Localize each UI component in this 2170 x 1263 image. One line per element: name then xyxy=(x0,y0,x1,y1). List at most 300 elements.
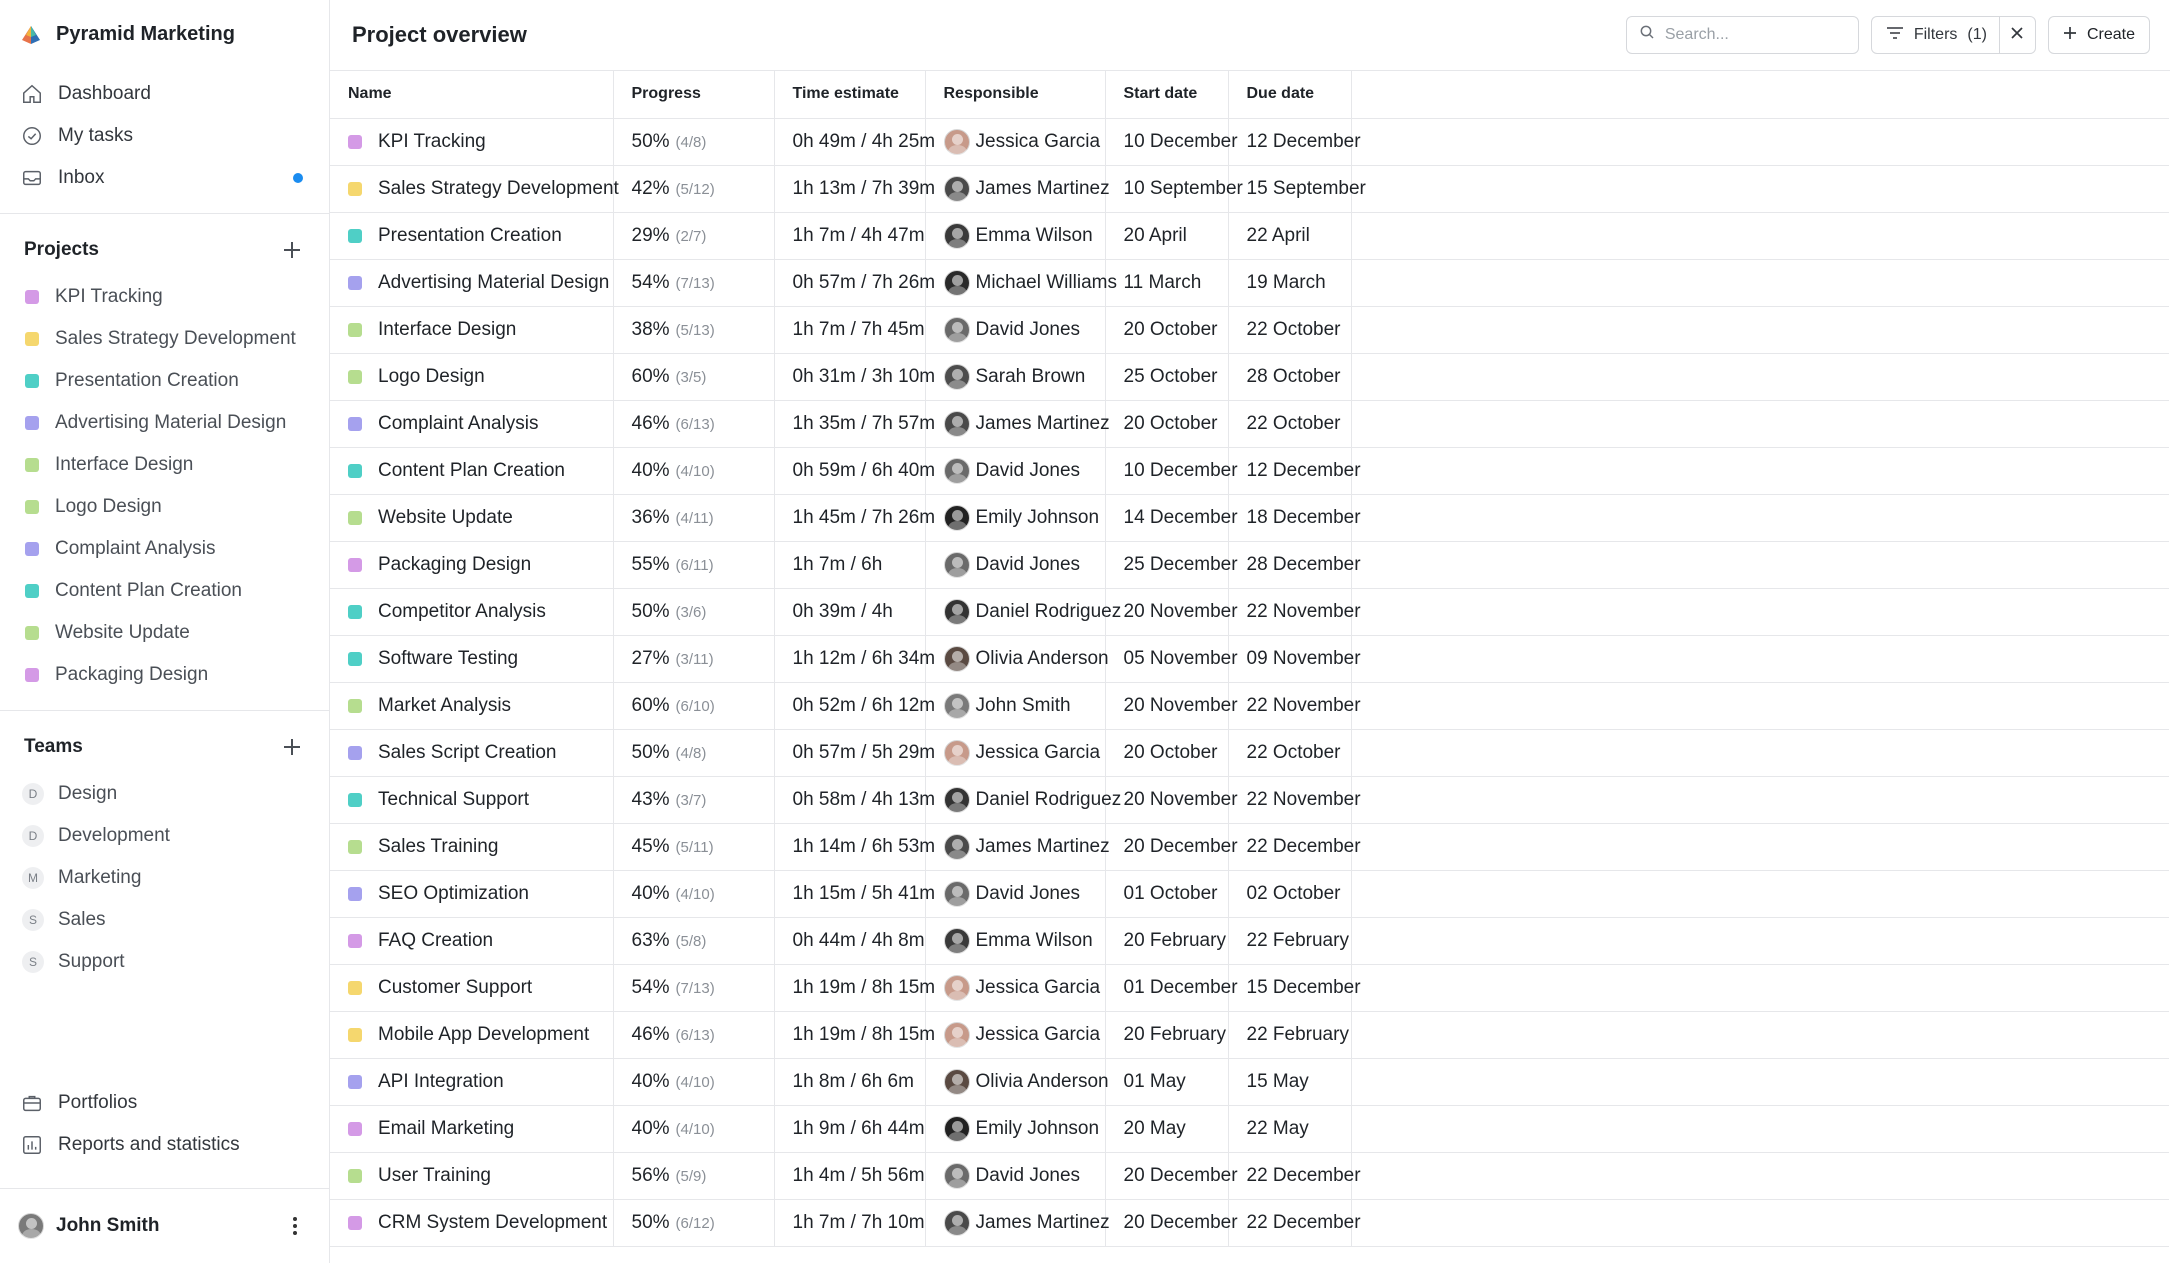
cell-name xyxy=(330,212,613,259)
project-name[interactable]: Email Marketing xyxy=(378,1117,515,1139)
cell-progress xyxy=(613,494,774,541)
cell-responsible xyxy=(925,776,1122,823)
bar-chart-icon xyxy=(20,1133,44,1157)
cell-time-estimate: 0h 57m / 5h 29m xyxy=(774,729,925,776)
avatar xyxy=(944,505,970,531)
team-label: Sales xyxy=(58,909,106,930)
progress-percent: 38% xyxy=(631,318,670,340)
responsible-name: Michael Williams xyxy=(975,271,1117,293)
project-color-swatch xyxy=(348,746,362,760)
cell-progress xyxy=(613,165,774,212)
search-icon xyxy=(1639,24,1655,46)
cell-due-date: 15 May xyxy=(1228,1058,1351,1105)
project-color-swatch xyxy=(348,370,362,384)
filters-button[interactable] xyxy=(1872,17,1999,53)
cell-name xyxy=(330,1152,613,1199)
table-row[interactable] xyxy=(330,1152,2169,1199)
cell-time-estimate: 1h 8m / 6h 6m xyxy=(774,1058,925,1105)
column-header-name[interactable]: Name xyxy=(330,71,613,118)
progress-percent: 29% xyxy=(631,224,670,246)
project-name[interactable]: Presentation Creation xyxy=(378,224,562,246)
cell-time-estimate: 1h 12m / 6h 34m xyxy=(774,635,925,682)
table-row[interactable] xyxy=(330,494,2169,541)
cell-start-date: 14 December xyxy=(1105,494,1228,541)
cell-due-date: 02 October xyxy=(1228,870,1351,917)
cell-responsible xyxy=(925,400,1110,447)
avatar xyxy=(18,1213,44,1239)
cell-start-date: 10 December xyxy=(1105,447,1228,494)
cell-start-date: 01 May xyxy=(1105,1058,1228,1105)
cell-due-date: 22 December xyxy=(1228,1199,1351,1246)
project-color-swatch xyxy=(348,887,362,901)
cell-responsible xyxy=(925,588,1122,635)
cell-responsible xyxy=(925,165,1110,212)
cell-progress xyxy=(613,729,774,776)
search-input[interactable] xyxy=(1665,26,1845,44)
table-row[interactable] xyxy=(330,1199,2169,1246)
project-name[interactable]: CRM System Development xyxy=(378,1211,608,1233)
cell-time-estimate: 0h 52m / 6h 12m xyxy=(774,682,925,729)
responsible-name: Emily Johnson xyxy=(975,1117,1100,1139)
progress-fraction: (4/8) xyxy=(675,744,707,762)
cell-progress xyxy=(613,823,774,870)
cell-progress xyxy=(613,1199,774,1246)
search-box[interactable] xyxy=(1626,16,1859,54)
table-row[interactable] xyxy=(330,165,2169,212)
cell-name xyxy=(330,823,613,870)
cell-empty xyxy=(1351,870,2169,917)
table-row[interactable] xyxy=(330,447,2169,494)
responsible-name: David Jones xyxy=(975,318,1081,340)
user-profile[interactable] xyxy=(18,1213,159,1239)
cell-progress xyxy=(613,259,774,306)
project-name[interactable]: Competitor Analysis xyxy=(378,600,546,622)
cell-time-estimate: 1h 7m / 7h 10m xyxy=(774,1199,925,1246)
column-header-progress[interactable]: Progress xyxy=(613,71,774,118)
avatar xyxy=(944,646,970,672)
cell-due-date: 28 October xyxy=(1228,353,1351,400)
cell-name xyxy=(330,1058,613,1105)
cell-responsible xyxy=(925,494,1105,541)
plus-icon xyxy=(2063,26,2077,45)
project-list xyxy=(0,276,329,696)
cell-start-date: 25 October xyxy=(1105,353,1228,400)
table-row[interactable] xyxy=(330,259,2169,306)
avatar xyxy=(944,1069,970,1095)
table-row[interactable] xyxy=(330,682,2169,729)
cell-start-date: 20 December xyxy=(1105,1199,1228,1246)
cell-responsible xyxy=(925,118,1105,165)
avatar xyxy=(944,599,970,625)
responsible-name: Olivia Anderson xyxy=(975,1070,1109,1092)
responsible-name: Sarah Brown xyxy=(975,365,1086,387)
sidebar-team-item[interactable] xyxy=(0,773,329,815)
table-row[interactable] xyxy=(330,870,2169,917)
project-color-swatch xyxy=(348,558,362,572)
cell-due-date: 22 December xyxy=(1228,1152,1351,1199)
project-color-swatch xyxy=(348,417,362,431)
avatar xyxy=(944,317,970,343)
table-row[interactable] xyxy=(330,776,2169,823)
cell-time-estimate: 1h 15m / 5h 41m xyxy=(774,870,925,917)
more-options-icon[interactable] xyxy=(287,1215,303,1237)
top-bar xyxy=(330,0,2170,71)
cell-due-date: 22 November xyxy=(1228,588,1351,635)
column-header-empty xyxy=(1351,71,2169,118)
avatar xyxy=(944,176,970,202)
sidebar-project-item[interactable] xyxy=(0,570,329,612)
responsible-name: James Martinez xyxy=(975,835,1110,857)
sidebar-project-item[interactable] xyxy=(0,276,329,318)
responsible-name: Daniel Rodriguez xyxy=(975,788,1122,810)
table-row[interactable] xyxy=(330,588,2169,635)
project-color-swatch xyxy=(348,793,362,807)
progress-fraction: (5/9) xyxy=(675,1167,707,1185)
cell-due-date: 22 October xyxy=(1228,306,1351,353)
cell-time-estimate: 1h 14m / 6h 53m xyxy=(774,823,925,870)
progress-percent: 42% xyxy=(631,177,670,199)
cell-time-estimate: 0h 31m / 3h 10m xyxy=(774,353,925,400)
projects-table xyxy=(330,71,2169,1247)
column-header-start-date[interactable]: Start date xyxy=(1105,71,1228,118)
cell-start-date: 20 December xyxy=(1105,1152,1228,1199)
progress-percent: 27% xyxy=(631,647,670,669)
cell-progress xyxy=(613,400,774,447)
table-row[interactable] xyxy=(330,1011,2169,1058)
project-name[interactable]: Packaging Design xyxy=(378,553,532,575)
progress-percent: 60% xyxy=(631,694,670,716)
cell-progress xyxy=(613,212,774,259)
add-project-button[interactable] xyxy=(281,239,303,261)
cell-name xyxy=(330,588,613,635)
project-name[interactable]: Software Testing xyxy=(378,647,519,669)
progress-percent: 54% xyxy=(631,976,670,998)
cell-time-estimate: 1h 13m / 7h 39m xyxy=(774,165,925,212)
nav-item-label: Inbox xyxy=(58,167,105,188)
table-row[interactable] xyxy=(330,212,2169,259)
create-button[interactable] xyxy=(2048,16,2150,54)
cell-due-date: 12 December xyxy=(1228,447,1351,494)
project-color-swatch xyxy=(348,934,362,948)
project-name[interactable]: Sales Script Creation xyxy=(378,741,557,763)
project-color-swatch xyxy=(348,1075,362,1089)
project-label: Packaging Design xyxy=(55,664,209,685)
team-label: Design xyxy=(58,783,118,804)
cell-name xyxy=(330,353,613,400)
project-name[interactable]: Logo Design xyxy=(378,365,485,387)
progress-percent: 55% xyxy=(631,553,670,575)
cell-progress xyxy=(613,917,774,964)
check-circle-icon xyxy=(20,124,44,148)
nav-item-label: Reports and statistics xyxy=(58,1134,240,1155)
cell-name xyxy=(330,494,613,541)
project-name[interactable]: Sales Strategy Development xyxy=(378,177,619,199)
column-header-responsible[interactable]: Responsible xyxy=(925,71,1105,118)
table-row[interactable] xyxy=(330,118,2169,165)
cell-due-date: 22 May xyxy=(1228,1105,1351,1152)
table-row[interactable] xyxy=(330,1058,2169,1105)
cell-empty xyxy=(1351,306,2169,353)
team-badge: S xyxy=(22,951,44,973)
cell-empty xyxy=(1351,447,2169,494)
cell-responsible xyxy=(925,1105,1105,1152)
project-name[interactable]: Technical Support xyxy=(378,788,530,810)
cell-empty xyxy=(1351,1199,2169,1246)
progress-percent: 36% xyxy=(631,506,670,528)
project-name[interactable]: Advertising Material Design xyxy=(378,271,610,293)
cell-progress xyxy=(613,776,774,823)
table-row[interactable] xyxy=(330,1105,2169,1152)
project-label: Presentation Creation xyxy=(55,370,239,391)
cell-due-date: 22 April xyxy=(1228,212,1351,259)
project-name[interactable]: Website Update xyxy=(378,506,513,528)
project-name[interactable]: Complaint Analysis xyxy=(378,412,539,434)
nav-item-label: My tasks xyxy=(58,125,133,146)
project-name[interactable]: SEO Optimization xyxy=(378,882,529,904)
avatar xyxy=(944,928,970,954)
table-row[interactable] xyxy=(330,400,2169,447)
project-name[interactable]: KPI Tracking xyxy=(378,130,486,152)
project-name[interactable]: Market Analysis xyxy=(378,694,512,716)
project-color-swatch xyxy=(25,542,39,556)
cell-progress xyxy=(613,118,774,165)
table-row[interactable] xyxy=(330,729,2169,776)
cell-responsible xyxy=(925,682,1105,729)
project-color-swatch xyxy=(348,229,362,243)
cell-start-date: 20 May xyxy=(1105,1105,1228,1152)
nav-item-inbox[interactable] xyxy=(0,157,329,199)
responsible-name: Jessica Garcia xyxy=(975,130,1101,152)
cell-time-estimate: 0h 59m / 6h 40m xyxy=(774,447,925,494)
table-row[interactable] xyxy=(330,823,2169,870)
progress-percent: 40% xyxy=(631,1117,670,1139)
cell-start-date: 11 March xyxy=(1105,259,1228,306)
sidebar-project-item[interactable] xyxy=(0,444,329,486)
table-row[interactable] xyxy=(330,306,2169,353)
responsible-name: James Martinez xyxy=(975,177,1110,199)
sidebar-project-item[interactable] xyxy=(0,528,329,570)
avatar xyxy=(944,975,970,1001)
sidebar-team-item[interactable] xyxy=(0,899,329,941)
main-nav xyxy=(0,69,329,214)
project-color-swatch xyxy=(25,416,39,430)
cell-empty xyxy=(1351,729,2169,776)
avatar xyxy=(944,270,970,296)
sidebar-team-item[interactable] xyxy=(0,815,329,857)
cell-name xyxy=(330,1011,613,1058)
cell-responsible xyxy=(925,541,1105,588)
project-color-swatch xyxy=(348,1216,362,1230)
project-label: Website Update xyxy=(55,622,190,643)
cell-empty xyxy=(1351,353,2169,400)
cell-time-estimate: 1h 19m / 8h 15m xyxy=(774,1011,925,1058)
avatar xyxy=(944,693,970,719)
table-row[interactable] xyxy=(330,964,2169,1011)
add-team-button[interactable] xyxy=(281,736,303,758)
responsible-name: David Jones xyxy=(975,882,1081,904)
progress-percent: 50% xyxy=(631,130,670,152)
avatar xyxy=(944,1022,970,1048)
responsible-name: David Jones xyxy=(975,1164,1081,1186)
project-name[interactable]: Mobile App Development xyxy=(378,1023,590,1045)
progress-fraction: (4/8) xyxy=(675,133,707,151)
column-header-time-estimate[interactable]: Time estimate xyxy=(774,71,925,118)
project-color-swatch xyxy=(25,458,39,472)
responsible-name: John Smith xyxy=(975,694,1071,716)
sidebar-project-item[interactable] xyxy=(0,486,329,528)
cell-time-estimate: 0h 44m / 4h 8m xyxy=(774,917,925,964)
cell-progress xyxy=(613,447,774,494)
project-color-swatch xyxy=(348,981,362,995)
cell-empty xyxy=(1351,823,2169,870)
project-name[interactable]: API Integration xyxy=(378,1070,504,1092)
avatar xyxy=(944,881,970,907)
nav-item-dashboard[interactable] xyxy=(0,73,329,115)
avatar xyxy=(944,129,970,155)
team-badge: S xyxy=(22,909,44,931)
column-header-due-date[interactable]: Due date xyxy=(1228,71,1351,118)
cell-start-date: 20 October xyxy=(1105,400,1228,447)
table-row[interactable] xyxy=(330,353,2169,400)
avatar xyxy=(944,552,970,578)
cell-start-date: 20 October xyxy=(1105,729,1228,776)
top-actions xyxy=(1626,16,2150,54)
cell-progress xyxy=(613,541,774,588)
project-name[interactable]: Sales Training xyxy=(378,835,499,857)
project-label: KPI Tracking xyxy=(55,286,163,307)
page-title: Project overview xyxy=(352,22,527,47)
avatar xyxy=(944,411,970,437)
sidebar-team-item[interactable] xyxy=(0,857,329,899)
cell-name xyxy=(330,118,613,165)
responsible-name: Daniel Rodriguez xyxy=(975,600,1122,622)
projects-section xyxy=(0,214,329,711)
cell-responsible xyxy=(925,447,1105,494)
progress-percent: 50% xyxy=(631,741,670,763)
unread-indicator xyxy=(293,173,303,183)
cell-responsible xyxy=(925,964,1105,1011)
progress-fraction: (6/10) xyxy=(675,697,715,715)
progress-fraction: (4/10) xyxy=(675,885,715,903)
nav-item-my-tasks[interactable] xyxy=(0,115,329,157)
nav-item-reports[interactable] xyxy=(0,1124,329,1166)
nav-item-portfolios[interactable] xyxy=(0,1082,329,1124)
project-color-swatch xyxy=(348,464,362,478)
team-label: Marketing xyxy=(58,867,142,888)
nav-item-label: Portfolios xyxy=(58,1092,138,1113)
cell-time-estimate: 1h 7m / 7h 45m xyxy=(774,306,925,353)
cell-due-date: 18 December xyxy=(1228,494,1351,541)
project-color-swatch xyxy=(348,182,362,196)
progress-fraction: (5/13) xyxy=(675,321,715,339)
progress-percent: 45% xyxy=(631,835,670,857)
cell-start-date: 20 November xyxy=(1105,588,1228,635)
brand[interactable] xyxy=(0,0,329,69)
cell-responsible xyxy=(925,212,1105,259)
team-list xyxy=(0,773,329,983)
cell-responsible xyxy=(925,1152,1105,1199)
project-name[interactable]: Interface Design xyxy=(378,318,517,340)
cell-due-date: 22 February xyxy=(1228,917,1351,964)
project-name[interactable]: Content Plan Creation xyxy=(378,459,565,481)
progress-fraction: (4/11) xyxy=(675,509,714,527)
project-color-swatch xyxy=(348,652,362,666)
table-row[interactable] xyxy=(330,917,2169,964)
cell-due-date: 22 December xyxy=(1228,823,1351,870)
cell-empty xyxy=(1351,1105,2169,1152)
cell-progress xyxy=(613,682,774,729)
cell-empty xyxy=(1351,1058,2169,1105)
table-row[interactable] xyxy=(330,541,2169,588)
cell-empty xyxy=(1351,682,2169,729)
projects-title: Projects xyxy=(24,239,99,260)
team-label: Development xyxy=(58,825,170,846)
project-name[interactable]: User Training xyxy=(378,1164,491,1186)
progress-fraction: (3/7) xyxy=(675,791,707,809)
cell-empty xyxy=(1351,635,2169,682)
sidebar-team-item[interactable] xyxy=(0,941,329,983)
filters-control xyxy=(1871,16,2036,54)
cell-empty xyxy=(1351,1011,2169,1058)
project-color-swatch xyxy=(25,626,39,640)
project-color-swatch xyxy=(348,323,362,337)
sidebar-project-item[interactable] xyxy=(0,654,329,696)
cell-progress xyxy=(613,870,774,917)
sidebar-project-item[interactable] xyxy=(0,612,329,654)
cell-name xyxy=(330,1105,613,1152)
cell-responsible xyxy=(925,1058,1109,1105)
project-color-swatch xyxy=(348,605,362,619)
progress-fraction: (3/5) xyxy=(675,368,707,386)
cell-progress xyxy=(613,306,774,353)
sidebar-project-item[interactable] xyxy=(0,318,329,360)
team-badge: M xyxy=(22,867,44,889)
sidebar-project-item[interactable] xyxy=(0,402,329,444)
progress-fraction: (6/12) xyxy=(675,1214,715,1232)
table-row[interactable] xyxy=(330,635,2169,682)
responsible-name: Emma Wilson xyxy=(975,929,1093,951)
clear-filters-button[interactable] xyxy=(1999,17,2035,53)
cell-name xyxy=(330,682,613,729)
progress-fraction: (4/10) xyxy=(675,462,715,480)
cell-time-estimate: 1h 7m / 6h xyxy=(774,541,925,588)
cell-name xyxy=(330,306,613,353)
sidebar-project-item[interactable] xyxy=(0,360,329,402)
avatar xyxy=(944,364,970,390)
cell-time-estimate: 1h 45m / 7h 26m xyxy=(774,494,925,541)
progress-percent: 43% xyxy=(631,788,670,810)
cell-due-date: 15 September xyxy=(1228,165,1351,212)
cell-name xyxy=(330,729,613,776)
progress-fraction: (6/13) xyxy=(675,1026,715,1044)
inbox-icon xyxy=(20,166,44,190)
project-name[interactable]: FAQ Creation xyxy=(378,929,494,951)
progress-fraction: (3/6) xyxy=(675,603,707,621)
responsible-name: Jessica Garcia xyxy=(975,1023,1101,1045)
project-name[interactable]: Customer Support xyxy=(378,976,533,998)
cell-time-estimate: 1h 35m / 7h 57m xyxy=(774,400,925,447)
project-color-swatch xyxy=(348,135,362,149)
progress-percent: 40% xyxy=(631,882,670,904)
progress-fraction: (5/11) xyxy=(675,838,714,856)
project-color-swatch xyxy=(348,276,362,290)
responsible-name: Jessica Garcia xyxy=(975,976,1101,998)
cell-responsible xyxy=(925,870,1105,917)
cell-time-estimate: 1h 7m / 4h 47m xyxy=(774,212,925,259)
progress-percent: 56% xyxy=(631,1164,670,1186)
project-color-swatch xyxy=(348,511,362,525)
home-icon xyxy=(20,82,44,106)
